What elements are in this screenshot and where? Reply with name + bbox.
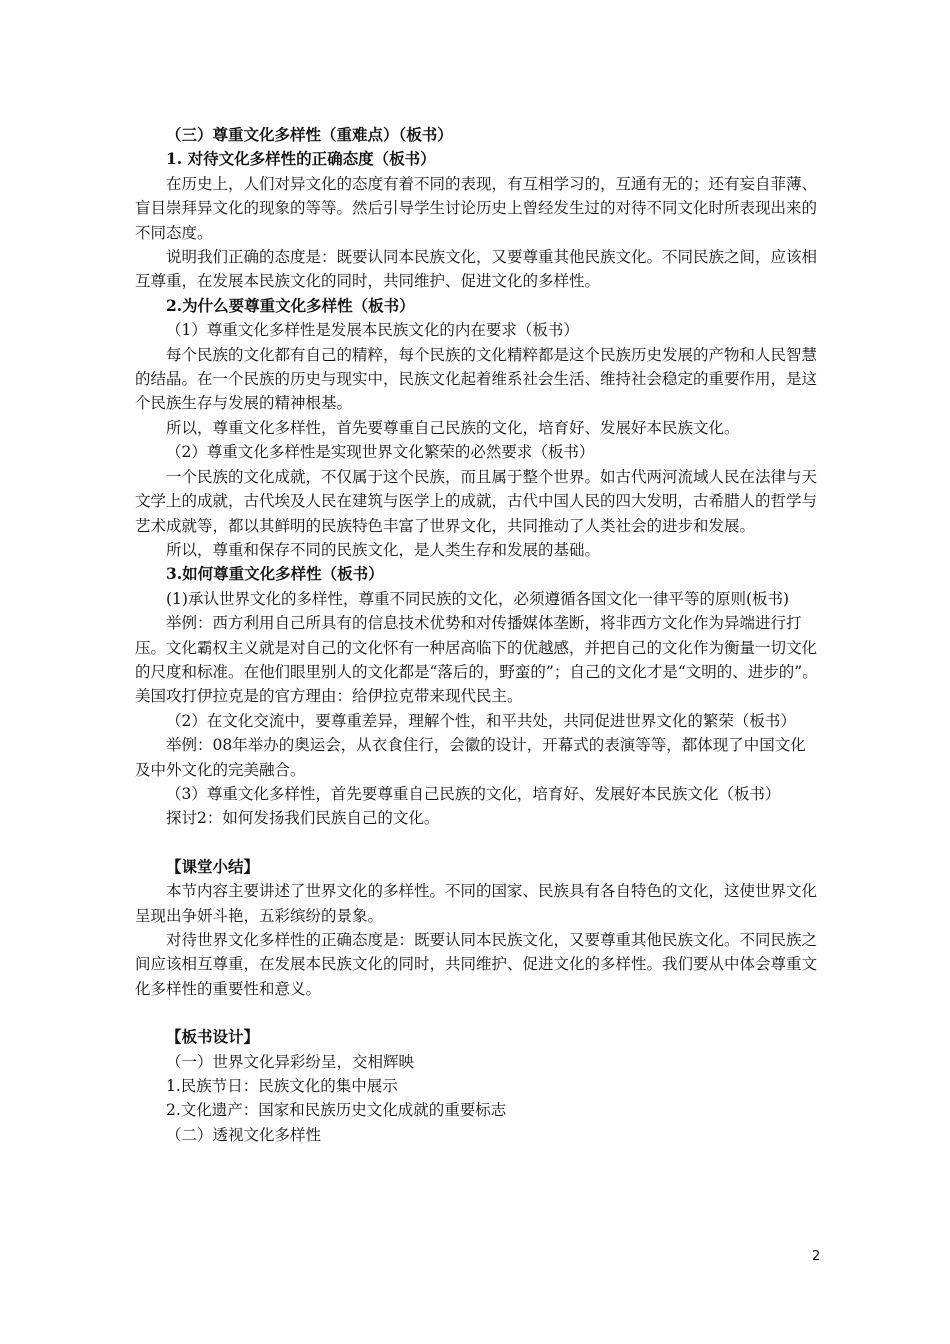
point-heading: （3）尊重文化多样性，首先要尊重自己民族的文化，培育好、发展好本民族文化（板书） xyxy=(166,784,781,803)
paragraph: 对待世界文化多样性的正确态度是：既要认同本民族文化，又要尊重其他民族文化。不同民族之间应该相互尊重，在发展本民族文化的同时，共同维护、促进文化的多样性。我们要从中体会尊重文化多样性的重要性和意义。 xyxy=(135,931,818,998)
paragraph: 说明我们正确的态度是：既要认同本民族文化，又要尊重其他民族文化。不同民族之间，应该相互尊重，在发展本民族文化的同时，共同维护、促进文化的多样性。 xyxy=(135,248,818,291)
board-item: （一）世界文化异彩纷呈，交相辉映 xyxy=(166,1052,415,1071)
board-item: （二）透视文化多样性 xyxy=(166,1125,322,1144)
paragraph: 本节内容主要讲述了世界文化的多样性。不同的国家、民族具有各自特色的文化，这使世界文化呈现出争妍斗艳，五彩缤纷的景象。 xyxy=(135,882,818,925)
subheading-why-respect: 2.为什么要尊重文化多样性（板书） xyxy=(166,295,415,315)
example-paragraph: 举例：08年举办的奥运会，从衣食住行，会徽的设计，开幕式的表演等等，都体现了中国文化及中外文化的完美融合。 xyxy=(135,736,806,779)
example-paragraph: 举例：西方利用自己所具有的信息技术优势和对传播媒体垄断，将非西方文化作为异端进行打压。文化霸权主义就是对自己的文化怀有一种居高临下的优越感，并把自己的文化作为衡量一切文化的尺度和标准。在他们眼里别人的文化都是“落后的，野蛮的”；自己的文化才是“文明的、进步的”。美国攻打伊拉克是的官方理由：给伊拉克带来现代民主。 xyxy=(135,614,818,706)
summary-heading: 【课堂小结】 xyxy=(166,856,260,876)
board-item: 2.文化遗产：国家和民族历史文化成就的重要标志 xyxy=(166,1101,507,1120)
point-heading: （2）在文化交流中，要尊重差异，理解个性，和平共处，共同促进世界文化的繁荣（板书） xyxy=(166,711,796,730)
subheading-correct-attitude: 1. 对待文化多样性的正确态度（板书） xyxy=(166,149,436,169)
board-design-heading: 【板书设计】 xyxy=(166,1027,260,1047)
section-heading-respect-diversity: （三）尊重文化多样性（重难点）（板书） xyxy=(166,125,453,144)
discussion-prompt: 探讨2：如何发扬我们民族自己的文化。 xyxy=(166,809,440,828)
page-number: 2 xyxy=(812,1249,821,1264)
paragraph: 一个民族的文化成就，不仅属于这个民族，而且属于整个世界。如古代两河流域人民在法律与天文学上的成就，古代埃及人民在建筑与医学上的成就，古代中国人民的四大发明，古希腊人的哲学与艺术成就等，都以其鲜明的民族特色丰富了世界文化，共同推动了人类社会的进步和发展。 xyxy=(135,467,818,535)
paragraph: 所以，尊重文化多样性，首先要尊重自己民族的文化，培育好、发展好本民族文化。 xyxy=(166,418,740,437)
point-heading: (1)承认世界文化的多样性，尊重不同民族的文化，必须遵循各国文化一律平等的原则(板书) xyxy=(166,589,790,608)
paragraph: 所以，尊重和保存不同的民族文化，是人类生存和发展的基础。 xyxy=(166,540,601,559)
paragraph: 在历史上，人们对异文化的态度有着不同的表现，有互相学习的，互通有无的；还有妄自菲薄、盲目崇拜异文化的现象的等等。然后引导学生讨论历史上曾经发生过的对待不同文化时所表现出来的不同态度。 xyxy=(135,174,818,242)
board-item: 1.民族节日：民族文化的集中展示 xyxy=(166,1077,398,1096)
point-heading: （2）尊重文化多样性是实现世界文化繁荣的必然要求（板书） xyxy=(166,443,595,462)
point-heading: （1）尊重文化多样性是发展本民族文化的内在要求（板书） xyxy=(166,321,579,340)
subheading-how-respect: 3.如何尊重文化多样性（板书） xyxy=(166,564,384,584)
document-body xyxy=(135,123,821,1147)
paragraph: 每个民族的文化都有自己的精粹，每个民族的文化精粹都是这个民族历史发展的产物和人民智慧的结晶。在一个民族的历史与现实中，民族文化起着维系社会生活、维持社会稳定的重要作用，是这个民族生存与发展的精神根基。 xyxy=(135,345,818,413)
